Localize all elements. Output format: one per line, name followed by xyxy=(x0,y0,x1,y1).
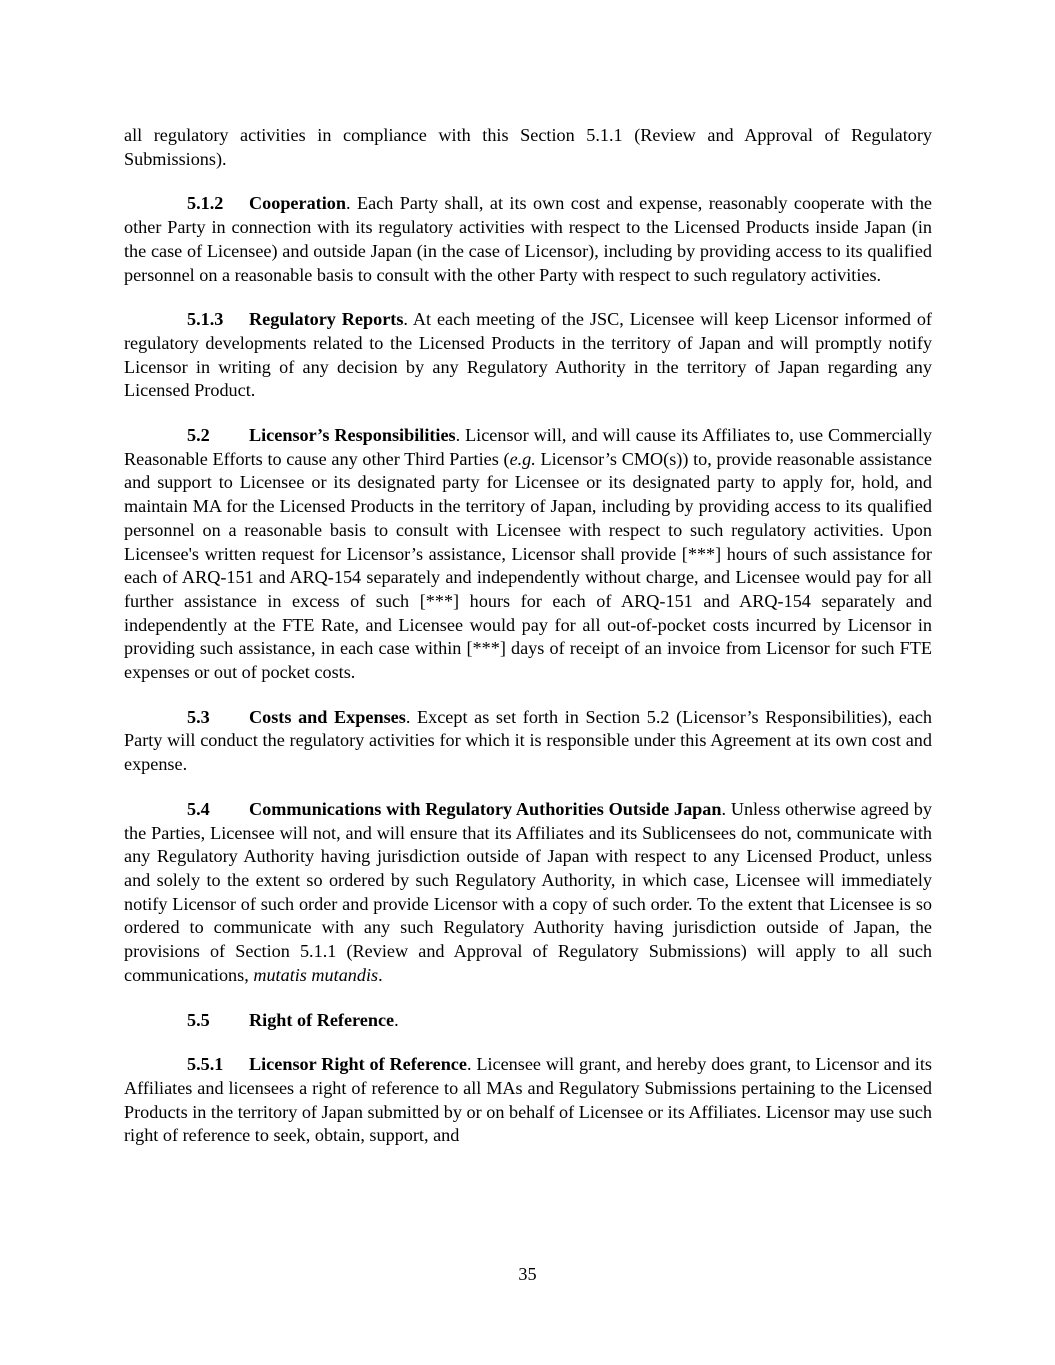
section-number: 5.2 xyxy=(187,425,210,446)
section-5-4 xyxy=(124,798,932,988)
document-page xyxy=(124,124,932,1169)
section-heading: Right of Reference xyxy=(249,1009,395,1030)
paragraph-text: . xyxy=(394,1009,399,1030)
page-number: 35 xyxy=(518,1264,537,1284)
section-number: 5.5.1 xyxy=(187,1054,224,1075)
section-heading: Licensor Right of Reference xyxy=(249,1054,467,1075)
section-heading: Licensor’s Responsibilities xyxy=(249,425,456,446)
section-5-3 xyxy=(124,706,932,777)
section-heading: Cooperation xyxy=(249,193,346,214)
paragraph-text: all regulatory activities in compliance with this Section 5.1.1 (Review and Approval of Regulatory Submissions). xyxy=(124,125,932,169)
section-5-5-1 xyxy=(124,1053,932,1148)
italic-abbreviation: e.g. xyxy=(509,448,536,469)
section-heading: Regulatory Reports xyxy=(249,309,404,330)
section-5-5 xyxy=(124,1009,932,1033)
section-5-1-3 xyxy=(124,308,932,403)
paragraph-text: . Licensor will, and will cause its Affiliates to, use Commercially Reasonable Efforts to cause any other Third Parties ( xyxy=(124,425,932,469)
paragraph-text: . xyxy=(378,964,383,985)
section-number: 5.3 xyxy=(187,706,210,727)
section-heading: Communications with Regulatory Authorities Outside Japan xyxy=(249,798,722,819)
section-number: 5.1.2 xyxy=(187,193,224,214)
paragraph-text: . Unless otherwise agreed by the Parties, Licensee will not, and will ensure that its Affiliates and its Sublicensees do not, communicate with any Regulatory Authority having jurisdiction outside of Japan with respect to any Licensed Product, unless and solely to the extent so ordered by such Regulatory Authority, in which case, Licensee will immediately notify Licensor of such order and provide Licensor with a copy of such order. To the extent that Licensee is so ordered to communicate with any such Regulatory Authority having jurisdiction outside of Japan, the provisions of Section 5.1.1 (Review and Approval of Regulatory Submissions) will apply to all such communications, xyxy=(124,798,932,985)
paragraph-continuation xyxy=(124,124,932,171)
paragraph-text: . At each meeting of the JSC, Licensee will keep Licensor informed of regulatory developments related to the Licensed Products in the territory of Japan and will promptly notify Licensor in writing of any decision by any Regulatory Authority in the territory of Japan regarding any Licensed Product. xyxy=(124,309,932,401)
paragraph-text: . Except as set forth in Section 5.2 (Licensor’s Responsibilities), each Party will conduct the regulatory activities for which it is responsible under this Agreement at its own cost and expense. xyxy=(124,706,932,775)
section-5-2 xyxy=(124,424,932,685)
paragraph-text: . Each Party shall, at its own cost and expense, reasonably cooperate with the other Party in connection with its regulatory activities with respect to the Licensed Products inside Japan (in the case of Licensee) and outside Japan (in the case of Licensor), including by providing access to its qualified personnel on a reasonable basis to consult with the other Party with respect to such regulatory activities. xyxy=(124,193,932,285)
section-5-1-2 xyxy=(124,192,932,287)
section-number: 5.5 xyxy=(187,1009,210,1030)
section-number: 5.4 xyxy=(187,798,210,819)
italic-latin-phrase: mutatis mutandis xyxy=(253,964,379,985)
section-number: 5.1.3 xyxy=(187,309,224,330)
paragraph-text: Licensor’s CMO(s)) to, provide reasonable assistance and support to Licensee or its designated party for Licensee or its designated party to apply for, hold, and maintain MA for the Licensed Products in the territory of Japan, including by providing access to its qualified personnel on a reasonable basis to consult with Licensee with respect to such regulatory activities. Upon Licensee's written request for Licensor’s assistance, Licensor shall provide [***] hours of such assistance for each of ARQ-151 and ARQ-154 separately and independently without charge, and Licensee would pay for all further assistance in excess of such [***] hours for each of ARQ-151 and ARQ-154 separately and independently at the FTE Rate, and Licensee would pay for all out-of-pocket costs incurred by Licensor in providing such assistance, in each case within [***] days of receipt of an invoice from Licensor for such FTE expenses or out of pocket costs. xyxy=(124,448,932,683)
paragraph-text: . Licensee will grant, and hereby does grant, to Licensor and its Affiliates and licensees a right of reference to all MAs and Regulatory Submissions pertaining to the Licensed Products in the territory of Japan submitted by or on behalf of Licensee or its Affiliates. Licensor may use such right of reference to seek, obtain, support, and xyxy=(124,1054,932,1146)
section-heading: Costs and Expenses xyxy=(249,706,406,727)
